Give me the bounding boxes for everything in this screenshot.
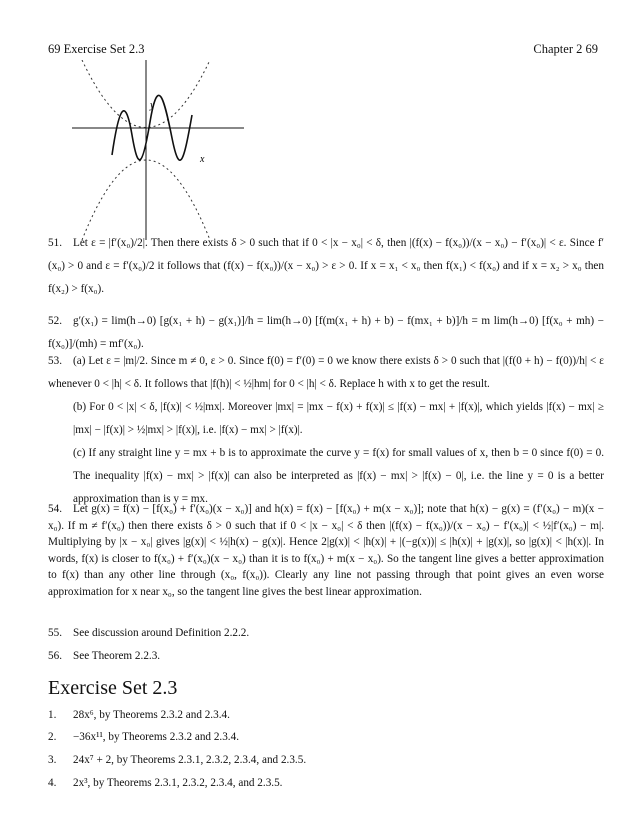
section-heading: Exercise Set 2.3	[48, 677, 178, 699]
graph-figure	[72, 60, 252, 245]
problem-text: See Theorem 2.2.3.	[73, 650, 161, 662]
problem-number: 53.	[48, 355, 62, 367]
running-header-right	[533, 42, 598, 57]
problem-56	[48, 645, 604, 668]
problem-number: 51.	[48, 237, 62, 249]
problem-number: 56.	[48, 650, 62, 662]
problem-55	[48, 622, 604, 645]
exercise-number: 4.	[48, 777, 57, 789]
problem-53	[48, 350, 604, 511]
problem-part-c: (c) If any straight line y = mx + b is to approximate the curve y = f(x) for small values of x, then b = 0 since f(0) = 0. The inequality |f(x) − mx| > |f(x)| can also be interpreted as |f(x) − mx| > |f(x) − 0|, i.e. the line y = 0 is a better approximation than is y = mx.	[73, 447, 604, 505]
exercise-number: 2.	[48, 731, 57, 743]
exercise-item	[48, 709, 230, 721]
y-axis-label: y	[150, 100, 155, 111]
x-axis-label: x	[200, 154, 205, 165]
running-header-left	[48, 42, 145, 57]
exercise-text: −36x¹¹, by Theorems 2.3.2 and 2.3.4.	[73, 731, 239, 743]
exercise-item	[48, 731, 239, 743]
exercise-number: 1.	[48, 709, 57, 721]
problem-text: Let ε = |f′(x₀)/2|. Then there exists δ > 0 such that if 0 < |x − x₀| < δ, then |(f(x) − f(x₀))/(x − x₀) − f′(x₀)| < ε. Since f′(x₀) > 0 and ε = f′(x₀)/2 it follows that (f(x) − f(x₀))/(x − x₀) > ε > 0. If x = x₁ < x₀ then f(x₁) < f(x₀) and if x = x₂ > x₀ then f(x₂) > f(x₀).	[48, 237, 604, 295]
problem-number: 55.	[48, 627, 62, 639]
problem-54	[48, 501, 604, 600]
problem-text: g′(x₁) = lim(h→0) [g(x₁ + h) − g(x₁)]/h = lim(h→0) [f(m(x₁ + h) + b) − f(mx₁ + b)]/h = m lim(h→0) [f(x₀ + mh) − f(x₀)]/(mh) = mf′(x₀).	[48, 315, 604, 350]
exercise-item	[48, 777, 282, 789]
exercise-item	[48, 754, 306, 766]
exercise-number: 3.	[48, 754, 57, 766]
problem-text: See discussion around Definition 2.2.2.	[73, 627, 250, 639]
exercise-text: 24x⁷ + 2, by Theorems 2.3.1, 2.3.2, 2.3.4, and 2.3.5.	[73, 754, 307, 766]
problem-text: Let g(x) = f(x) − [f(x₀) + f′(x₀)(x − x₀)] and h(x) = f(x) − [f(x₀) + m(x − x₀)]; note that h(x) − g(x) = (f′(x₀) − m)(x − x₀). If m ≠ f′(x₀) then there exists δ > 0 such that if 0 < |x − x₀| < δ then |(f(x) − f(x₀))/(x − x₀) − f′(x₀)| < ½|f′(x₀) − m|. Multiplying by |x − x₀| gives |g(x)| < ½|h(x) − g(x)|. Hence 2|g(x)| < |h(x)| + |(−g(x))| ≤ |h(x)| + |g(x)|, so |g(x)| < |h(x)|. In words, f(x) is closer to f(x₀) + f′(x₀)(x − x₀) than it is to f(x₀) + m(x − x₀). So the tangent line gives a better approximation to f(x) than any other line through (x₀, f(x₀)). Clearly any line not passing through that point gives an even worse approximation for x near x₀, so the tangent line gives the best linear approximation.	[48, 503, 604, 598]
exercise-text: 28x⁶, by Theorems 2.3.2 and 2.3.4.	[73, 709, 230, 721]
page-number-left: 69	[48, 42, 61, 56]
problem-part-b: (b) For 0 < |x| < δ, |f(x)| < ½|mx|. Moreover |mx| = |mx − f(x) + f(x)| ≤ |f(x) − mx| + |f(x)|, which yields |f(x) − mx| ≥ |mx| − |f(x)| > ½|mx| > |f(x)|, i.e. |f(x) − mx| > |f(x)|.	[73, 401, 604, 436]
exercise-text: 2x³, by Theorems 2.3.1, 2.3.2, 2.3.4, and 2.3.5.	[73, 777, 283, 789]
header-chapter: Chapter 2	[533, 42, 583, 56]
problem-51	[48, 232, 604, 301]
problem-number: 52.	[48, 315, 62, 327]
header-section-title: Exercise Set 2.3	[63, 42, 145, 56]
page-number-right: 69	[585, 42, 598, 56]
problem-number: 54.	[48, 503, 62, 515]
problem-part-a: (a) Let ε = |m|/2. Since m ≠ 0, ε > 0. Since f(0) = f′(0) = 0 we know there exists δ > 0 such that |(f(0 + h) − f(0))/h| < ε whenever 0 < |h| < δ. It follows that |f(h)| < ½|hm| for 0 < |h| < δ. Replace h with x to get the result.	[48, 355, 604, 390]
